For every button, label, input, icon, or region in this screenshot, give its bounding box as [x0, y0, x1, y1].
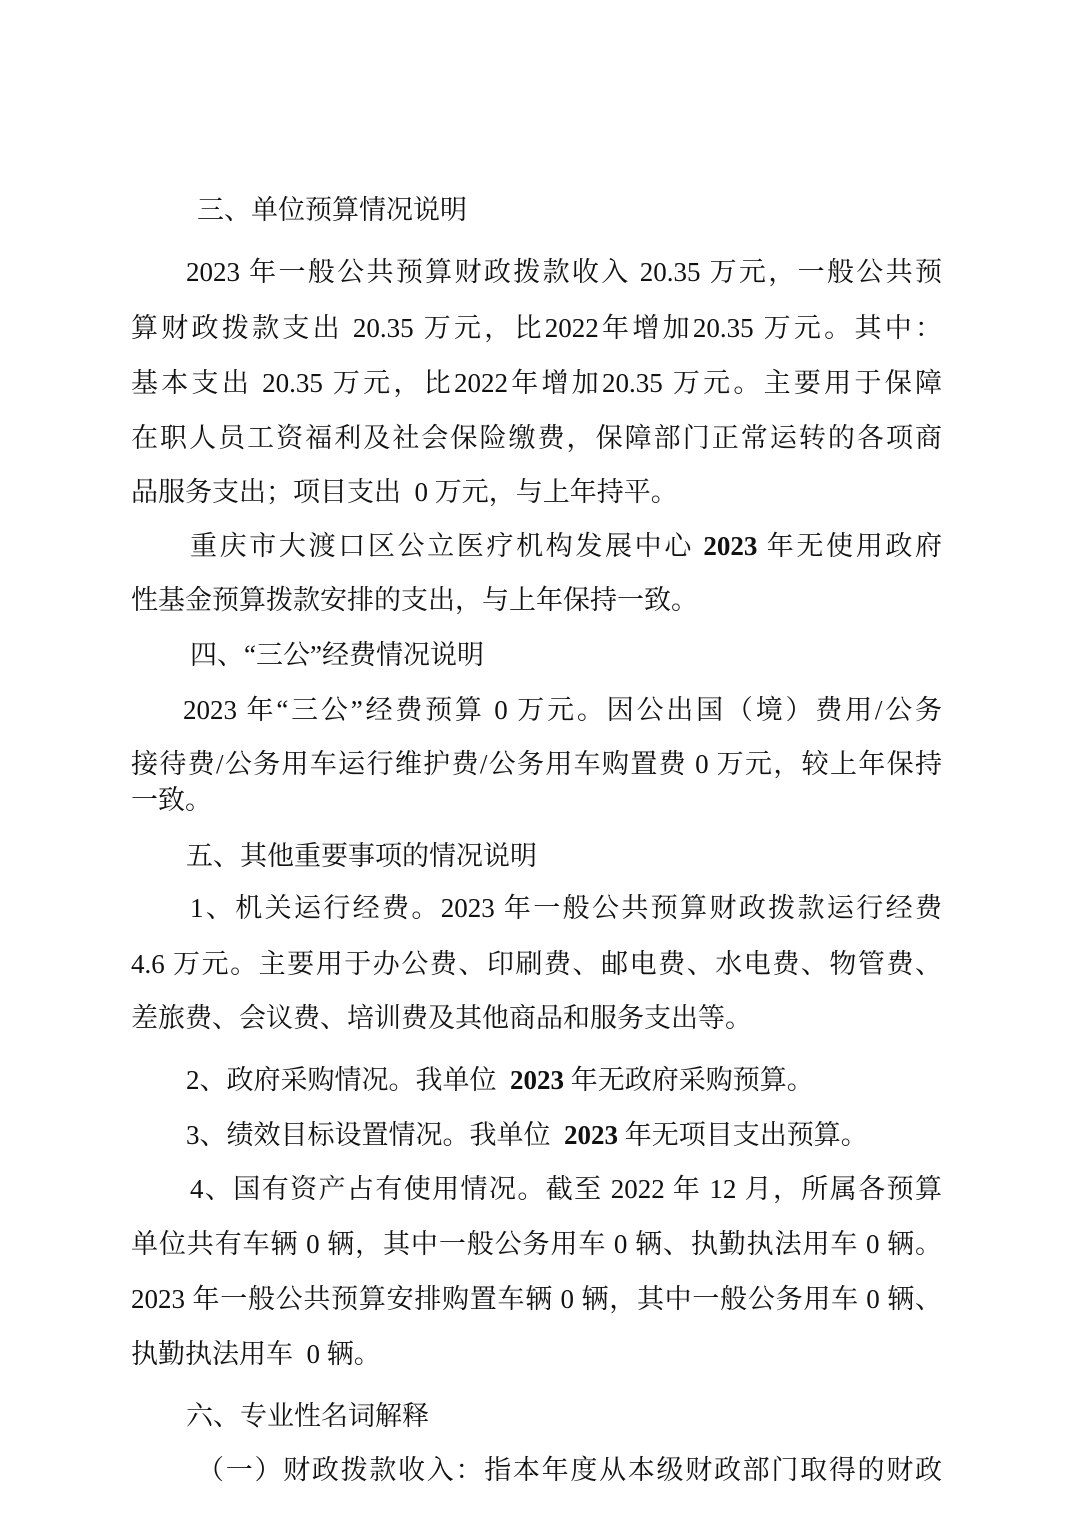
text-line — [131, 947, 942, 981]
bold-text: 2023 — [510, 1065, 564, 1095]
bold-text: 2023 — [564, 1120, 618, 1150]
text-line — [197, 1453, 942, 1487]
text-segment: 基本支出 20.35 万元，比2022年增加20.35 万元。主要用于保障 — [131, 368, 942, 398]
text-line — [131, 1227, 942, 1261]
text-segment: 接待费/公务用车运行维护费/公务用车购置费 0 万元，较上年保持 — [131, 749, 942, 779]
text-segment: 1、机关运行经费。2023 年一般公共预算财政拨款运行经费 — [190, 893, 942, 923]
text-segment: 算财政拨款支出 20.35 万元，比2022年增加20.35 万元。其中： — [131, 313, 942, 343]
text-line — [186, 1399, 429, 1433]
text-segment: 六、专业性名词解释 — [186, 1401, 429, 1431]
text-line — [190, 529, 942, 563]
text-line — [186, 1118, 868, 1152]
text-line — [131, 583, 698, 617]
text-line — [131, 1001, 752, 1035]
text-line — [186, 839, 537, 873]
text-segment: 一致。 — [131, 785, 212, 815]
text-segment: 重庆市大渡口区公立医疗机构发展中心 — [190, 531, 704, 561]
text-segment: 3、绩效目标设置情况。我单位 — [186, 1120, 564, 1150]
text-line — [131, 366, 942, 400]
text-line — [190, 1172, 942, 1206]
text-segment: 2、政府采购情况。我单位 — [186, 1065, 510, 1095]
text-segment: 品服务支出；项目支出 0 万元，与上年持平。 — [131, 477, 678, 507]
bold-text: 2023 — [703, 531, 758, 561]
text-line — [131, 421, 942, 455]
text-line — [131, 1337, 381, 1371]
text-line — [131, 747, 942, 781]
text-segment: 年无使用政府 — [757, 531, 942, 561]
text-line — [131, 783, 212, 817]
text-segment: 性基金预算拨款安排的支出，与上年保持一致。 — [131, 585, 698, 615]
text-segment: 单位共有车辆 0 辆，其中一般公务用车 0 辆、执勤执法用车 0 辆。 — [131, 1229, 942, 1259]
text-line — [190, 638, 484, 672]
text-segment: 2023 年“三公”经费预算 0 万元。因公出国（境）费用/公务 — [183, 695, 942, 725]
text-line — [186, 1063, 814, 1097]
text-line — [183, 693, 942, 727]
text-segment: （一）财政拨款收入：指本年度从本级财政部门取得的财政 — [197, 1455, 942, 1485]
text-segment: 4.6 万元。主要用于办公费、印刷费、邮电费、水电费、物管费、 — [131, 949, 942, 979]
text-line — [190, 891, 942, 925]
text-segment: 4、国有资产占有使用情况。截至 2022 年 12 月，所属各预算 — [190, 1174, 942, 1204]
text-line — [131, 1282, 942, 1316]
text-segment: 差旅费、会议费、培训费及其他商品和服务支出等。 — [131, 1003, 752, 1033]
text-line — [131, 311, 942, 345]
text-segment: 2023 年一般公共预算财政拨款收入 20.35 万元，一般公共预 — [186, 257, 942, 287]
text-segment: 年无项目支出预算。 — [618, 1120, 868, 1150]
text-segment: 在职人员工资福利及社会保险缴费，保障部门正常运转的各项商 — [131, 423, 942, 453]
text-line — [131, 475, 678, 509]
text-segment: 三、单位预算情况说明 — [197, 195, 467, 225]
text-segment: 年无政府采购预算。 — [564, 1065, 814, 1095]
text-segment: 执勤执法用车 0 辆。 — [131, 1339, 381, 1369]
text-line — [197, 193, 467, 227]
text-segment: 2023 年一般公共预算安排购置车辆 0 辆，其中一般公务用车 0 辆、 — [131, 1284, 942, 1314]
text-line — [186, 255, 942, 289]
text-segment: 四、“三公”经费情况说明 — [190, 640, 484, 670]
text-segment: 五、其他重要事项的情况说明 — [186, 841, 537, 871]
